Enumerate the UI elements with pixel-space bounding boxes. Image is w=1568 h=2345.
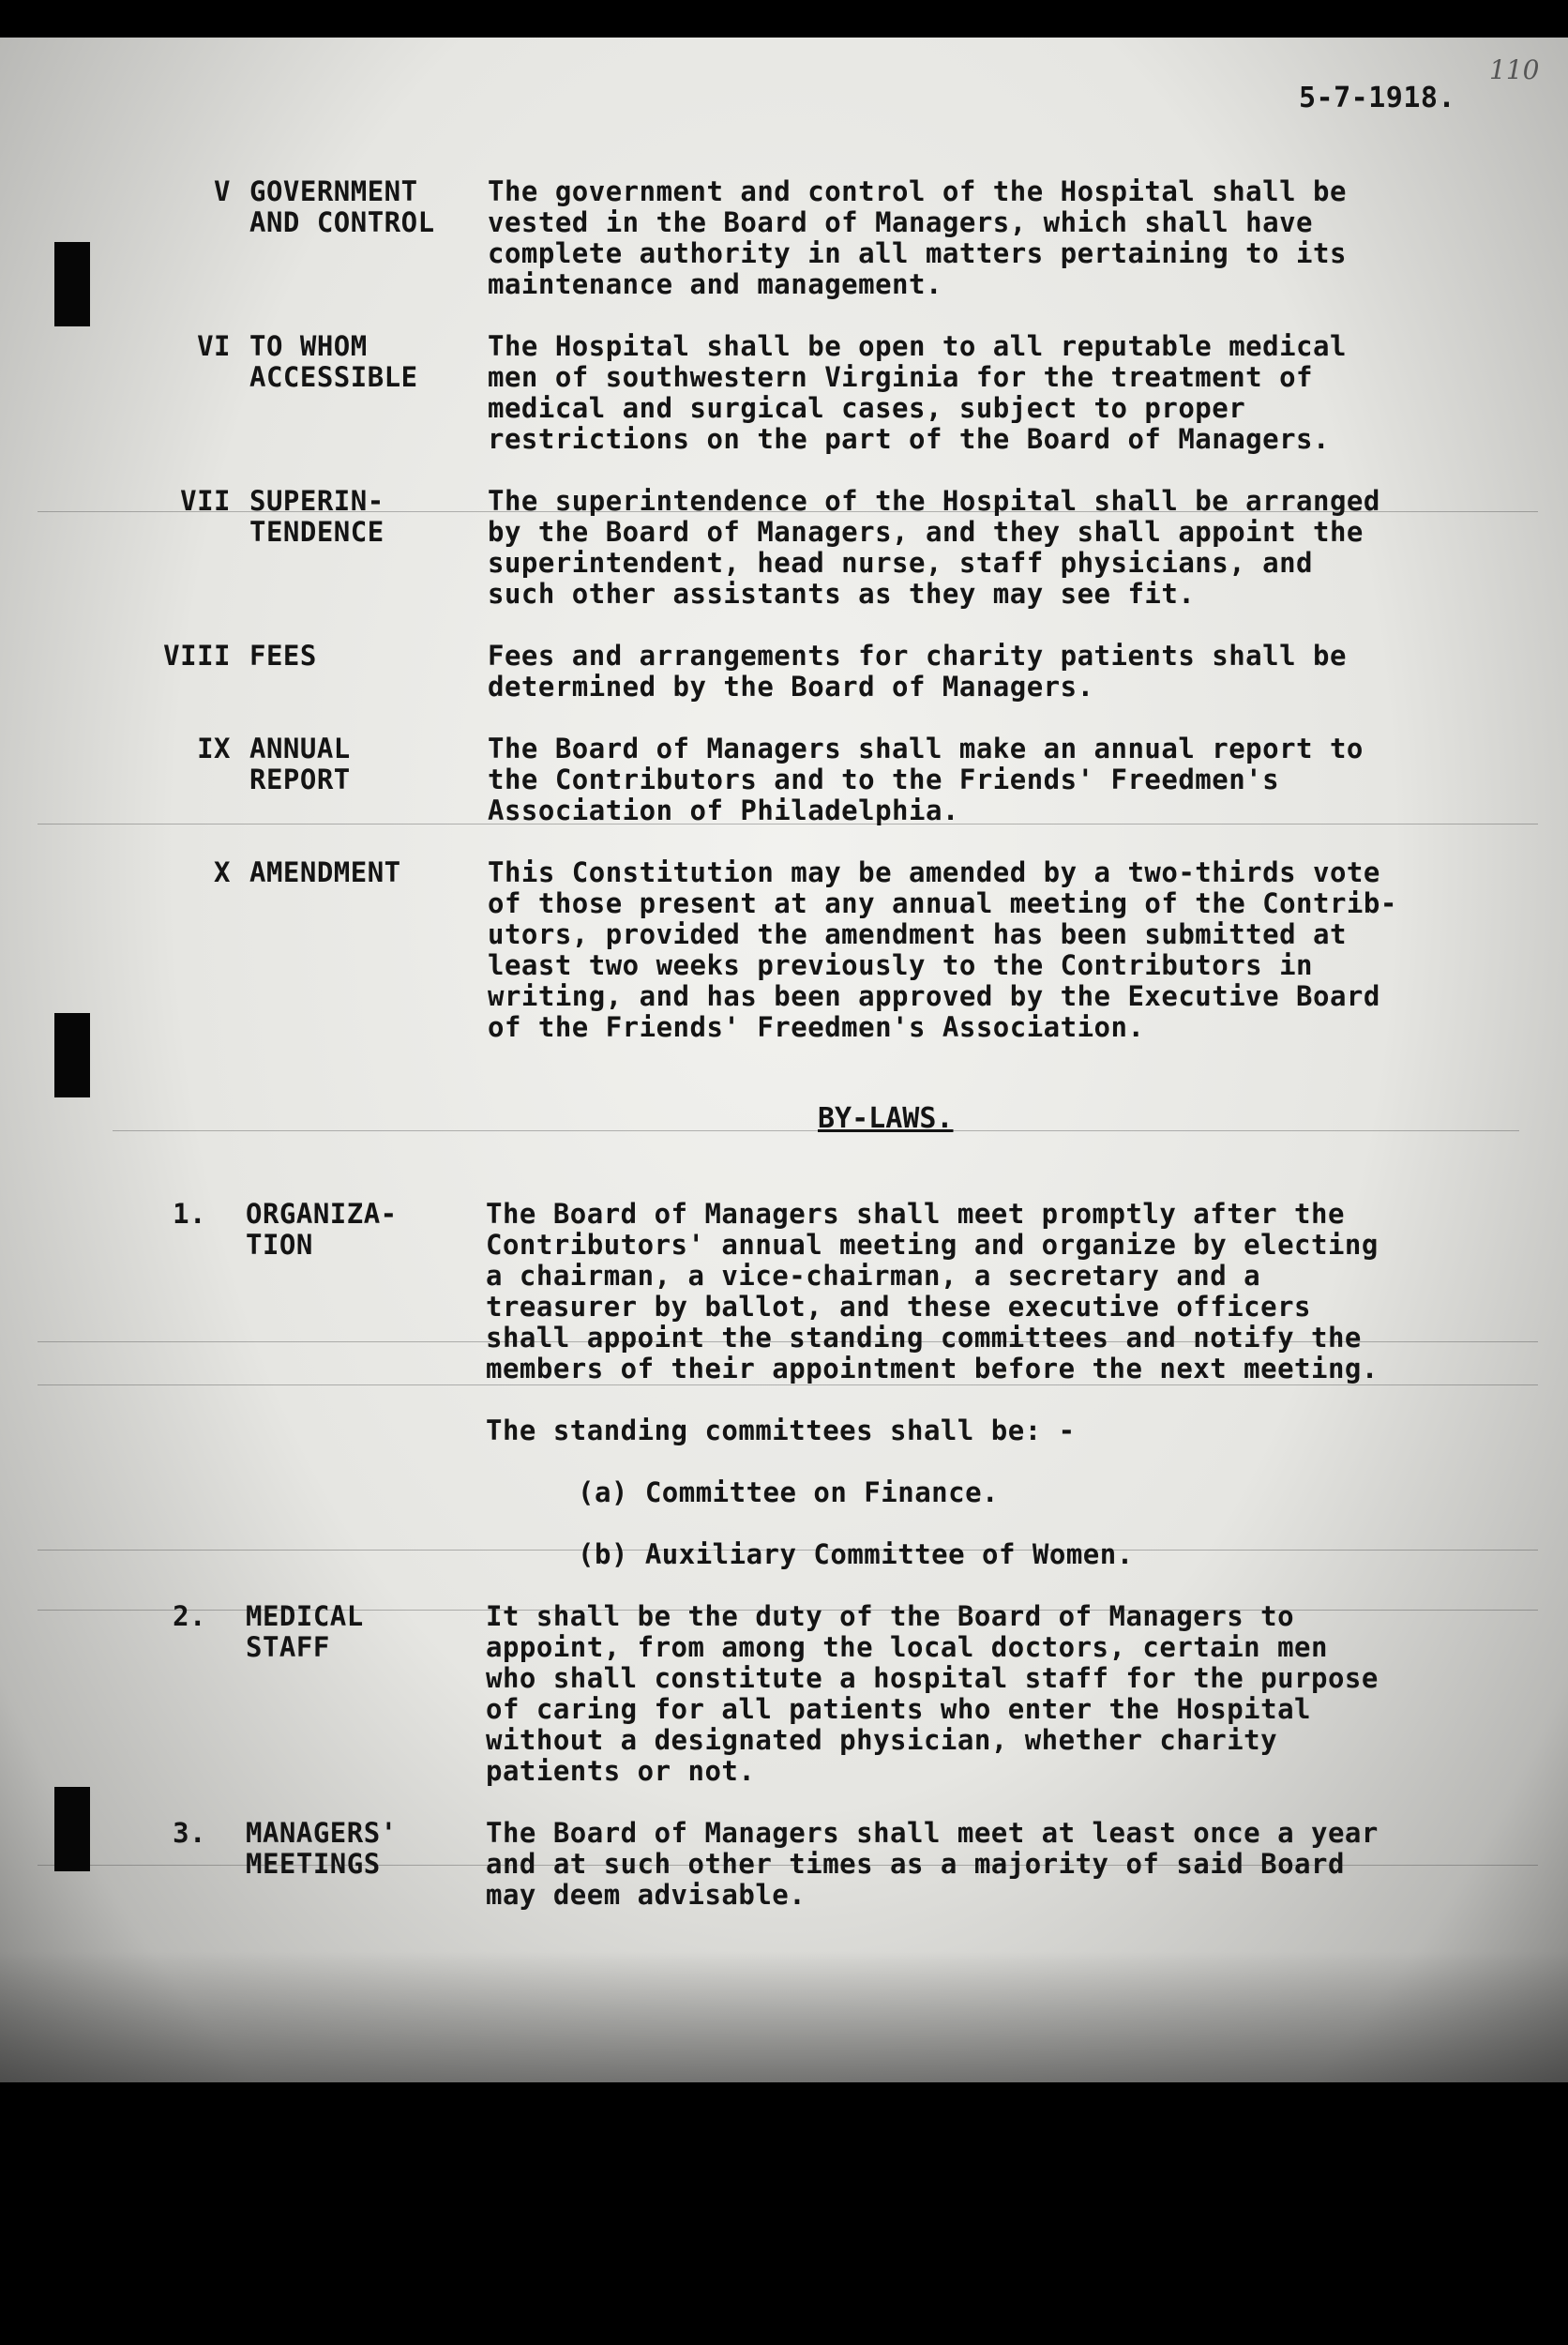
bylaw-title: STAFF	[246, 1631, 330, 1663]
section-line: determined by the Board of Managers.	[488, 671, 1094, 703]
bylaw-line: of caring for all patients who enter the Hospital	[486, 1693, 1312, 1725]
section-line: utors, provided the amendment has been submitted at	[488, 918, 1347, 950]
bylaw-title: ORGANIZA-	[246, 1198, 398, 1230]
section-line: restrictions on the part of the Board of Managers.	[488, 423, 1330, 455]
margin-mark	[54, 242, 90, 326]
committees-intro: The standing committees shall be: -	[486, 1415, 1076, 1446]
section-number: V	[214, 175, 231, 207]
document-page	[0, 38, 1568, 2082]
section-line: least two weeks previously to the Contributors in	[488, 949, 1314, 981]
section-title: ACCESSIBLE	[249, 361, 418, 393]
section-line: writing, and has been approved by the Executive Board	[488, 980, 1380, 1012]
section-title: FEES	[249, 640, 317, 672]
bylaw-number: 1.	[173, 1198, 206, 1230]
section-title: REPORT	[249, 764, 351, 795]
section-title: SUPERIN-	[249, 485, 384, 517]
section-number: IX	[197, 733, 231, 764]
section-line: The Board of Managers shall make an annual report to	[488, 733, 1364, 764]
section-line: of those present at any annual meeting of the Contrib-	[488, 887, 1397, 919]
bylaw-line: may deem advisable.	[486, 1879, 807, 1911]
section-line: The superintendence of the Hospital shall be arranged	[488, 485, 1380, 517]
section-line: men of southwestern Virginia for the treatment of	[488, 361, 1314, 393]
section-title: AMENDMENT	[249, 856, 401, 888]
section-number: VI	[197, 330, 231, 362]
section-title: ANNUAL	[249, 733, 351, 764]
section-line: superintendent, head nurse, staff physicians, and	[488, 547, 1314, 579]
bylaw-title: MEDICAL	[246, 1600, 364, 1632]
section-line: of the Friends' Freedmen's Association.	[488, 1011, 1145, 1043]
section-title: TENDENCE	[249, 516, 384, 548]
bylaw-line: The Board of Managers shall meet at least once a year	[486, 1817, 1379, 1849]
section-title: AND CONTROL	[249, 206, 435, 238]
bylaw-title: TION	[246, 1229, 313, 1261]
section-line: complete authority in all matters pertaining to its	[488, 237, 1347, 269]
section-line: such other assistants as they may see fit.	[488, 578, 1196, 610]
bylaw-line: patients or not.	[486, 1755, 756, 1787]
bylaw-line: treasurer by ballot, and these executive officers	[486, 1291, 1312, 1323]
section-line: by the Board of Managers, and they shall appoint the	[488, 516, 1364, 548]
section-line: This Constitution may be amended by a two-thirds vote	[488, 856, 1380, 888]
bylaw-line: who shall constitute a hospital staff for the purpose	[486, 1662, 1379, 1694]
section-title: GOVERNMENT	[249, 175, 418, 207]
section-line: Association of Philadelphia.	[488, 794, 959, 826]
section-line: medical and surgical cases, subject to proper	[488, 392, 1246, 424]
bylaw-title: MEETINGS	[246, 1848, 381, 1880]
bylaw-line: It shall be the duty of the Board of Managers to	[486, 1600, 1295, 1632]
section-line: The Hospital shall be open to all reputable medical	[488, 330, 1347, 362]
bylaw-line: without a designated physician, whether charity	[486, 1724, 1278, 1756]
section-number: VII	[180, 485, 231, 517]
document-date: 5-7-1918.	[1299, 82, 1456, 114]
bylaw-number: 3.	[173, 1817, 206, 1849]
section-title: TO WHOM	[249, 330, 368, 362]
bylaw-number: 2.	[173, 1600, 206, 1632]
margin-mark	[54, 1013, 90, 1097]
section-number: VIII	[163, 640, 231, 672]
bylaw-line: members of their appointment before the next meeting.	[486, 1353, 1379, 1384]
committee-item: (a) Committee on Finance.	[578, 1476, 999, 1508]
bylaw-line: shall appoint the standing committees and notify the	[486, 1322, 1362, 1354]
bylaw-line: The Board of Managers shall meet promptly after the	[486, 1198, 1345, 1230]
bylaw-line: and at such other times as a majority of said Board	[486, 1848, 1345, 1880]
committee-item: (b) Auxiliary Committee of Women.	[578, 1538, 1134, 1570]
section-line: the Contributors and to the Friends' Freedmen's	[488, 764, 1280, 795]
section-line: vested in the Board of Managers, which shall have	[488, 206, 1314, 238]
bylaw-line: appoint, from among the local doctors, certain men	[486, 1631, 1328, 1663]
bylaw-line: a chairman, a vice-chairman, a secretary and a	[486, 1260, 1261, 1292]
bylaws-heading: BY-LAWS.	[818, 1102, 954, 1135]
bylaw-title: MANAGERS'	[246, 1817, 398, 1849]
bylaw-line: Contributors' annual meeting and organize by electing	[486, 1229, 1379, 1261]
page-shadow	[0, 1951, 1568, 2082]
section-number: X	[214, 856, 231, 888]
section-line: The government and control of the Hospital shall be	[488, 175, 1347, 207]
section-line: Fees and arrangements for charity patients shall be	[488, 640, 1347, 672]
section-line: maintenance and management.	[488, 268, 942, 300]
page-number: 110	[1489, 54, 1540, 85]
